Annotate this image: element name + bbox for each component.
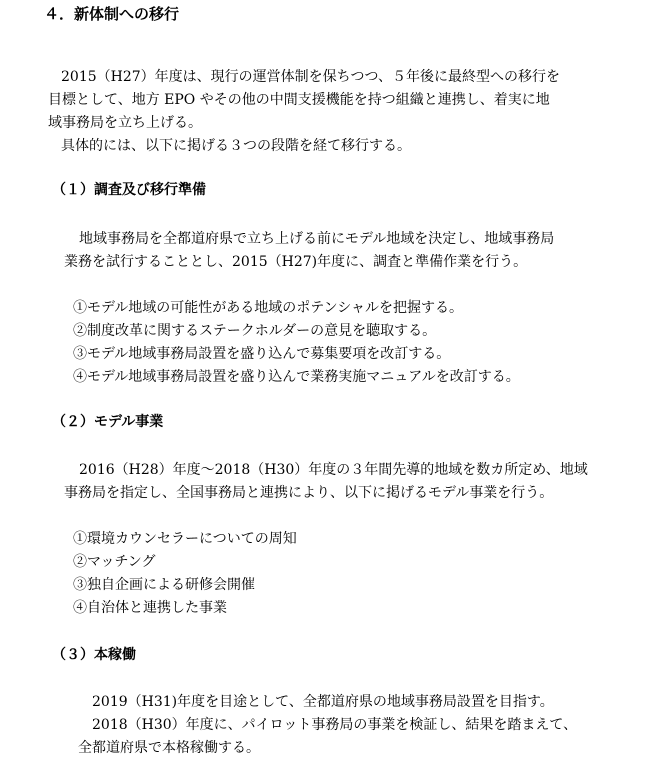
section1-para-line-1: 地域事務局を全都道府県で立ち上げる前にモデル地域を決定し、地域事務局 <box>79 231 555 247</box>
subsection-title-1: （１）調査及び移行準備 <box>52 182 206 198</box>
intro-line-3: 域事務局を立ち上げる。 <box>48 115 202 131</box>
section1-list-item-3: ③モデル地域事務局設置を盛り込んで募集要項を改訂する。 <box>73 346 451 362</box>
section1-list-item-1: ①モデル地域の可能性がある地域のポテンシャルを把握する。 <box>73 300 463 316</box>
section2-list-item-3: ③独自企画による研修会開催 <box>73 577 255 593</box>
section3-para-line-3: 全都道府県で本格稼働する。 <box>78 740 260 756</box>
intro-line-2: 目標として、地方 EPO やその他の中間支援機能を持つ組織と連携し、着実に地 <box>48 92 550 108</box>
section3-para-line-1: 2019（H31)年度を目途として、全都道府県の地域事務局設置を目指す。 <box>92 694 554 710</box>
section3-para-line-2: 2018（H30）年度に、パイロット事務局の事業を検証し、結果を踏まえて、 <box>92 717 578 733</box>
subsection-title-3: （３）本稼働 <box>52 647 136 663</box>
section2-para-line-1: 2016（H28）年度～2018（H30）年度の３年間先導的地域を数カ所定め、地域 <box>79 462 588 478</box>
section1-list-item-2: ②制度改革に関するステークホルダーの意見を聴取する。 <box>73 323 437 339</box>
intro-line-4: 具体的には、以下に掲げる３つの段階を経て移行する。 <box>61 138 411 154</box>
section2-para-line-2: 事務局を指定し、全国事務局と連携により、以下に掲げるモデル事業を行う。 <box>64 485 554 501</box>
section2-list-item-1: ①環境カウンセラーについての周知 <box>73 531 297 547</box>
section1-list-item-4: ④モデル地域事務局設置を盛り込んで業務実施マニュアルを改訂する。 <box>73 369 520 385</box>
section2-list-item-2: ②マッチング <box>73 554 156 570</box>
section1-para-line-2: 業務を試行することとし、2015（H27)年度に、調査と準備作業を行う。 <box>64 254 528 270</box>
subsection-title-2: （２）モデル事業 <box>52 414 164 430</box>
section-heading: ４．新体制への移行 <box>44 5 180 23</box>
intro-line-1: 2015（H27）年度は、現行の運営体制を保ちつつ、５年後に最終型への移行を <box>61 69 560 85</box>
section2-list-item-4: ④自治体と連携した事業 <box>73 600 227 616</box>
